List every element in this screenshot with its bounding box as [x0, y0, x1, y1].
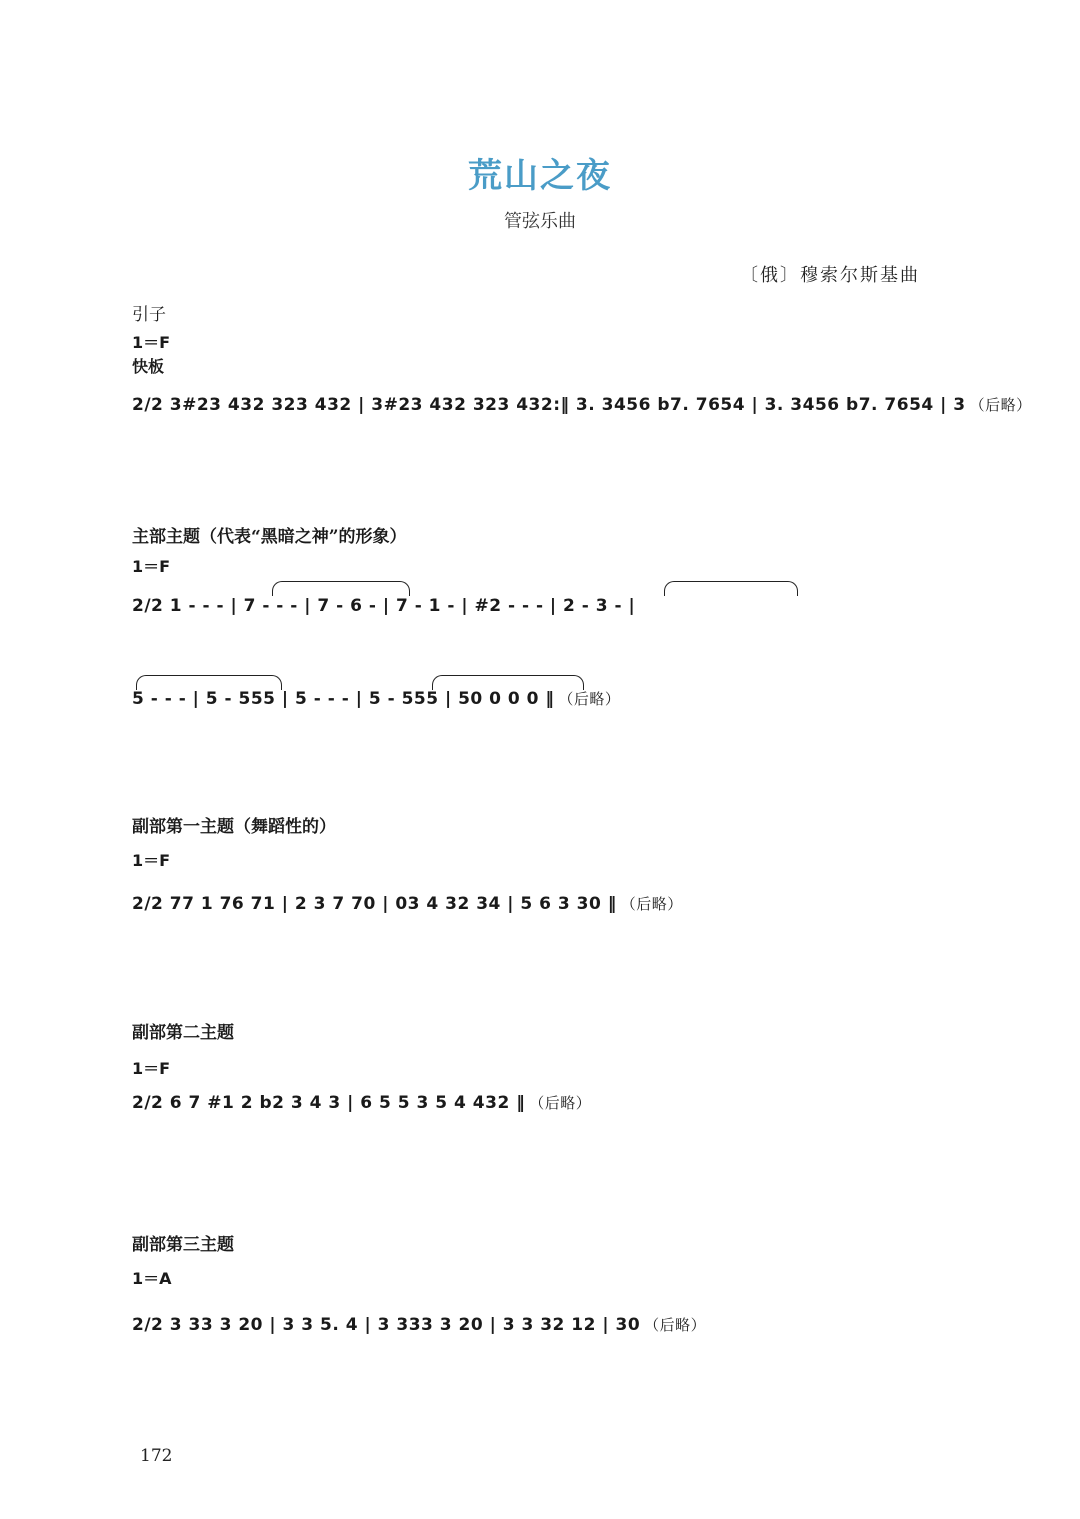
composer-credit: 〔俄〕穆索尔斯基曲 — [740, 265, 920, 286]
slur-mark — [664, 581, 798, 596]
omitted-note: （后略） — [620, 895, 683, 913]
key-signature-main-theme: 1＝F — [132, 557, 171, 576]
slur-mark — [272, 581, 410, 596]
key-signature-subtheme-3: 1＝A — [132, 1269, 172, 1288]
omitted-note: （后略） — [969, 396, 1032, 414]
notation-line-main-theme-2 — [132, 688, 932, 709]
song-subtitle: 管弦乐曲 — [504, 211, 576, 232]
notation-text: 2/2 1 - - - | 7 - - - | 7 - 6 - | 7 - 1 - | #2 - - - | 2 - 3 - | — [132, 596, 636, 616]
notation-text: 2/2 3#23 432 323 432 | 3#23 432 323 432:‖ 3. 3456 b7. 7654 | 3. 3456 b7. 7654 | 3 — [132, 395, 966, 415]
notation-line-subtheme-1 — [132, 893, 932, 914]
notation-text: 2/2 6 7 #1 2 b2 3 4 3 | 6 5 5 3 5 4 432 ‖ — [132, 1093, 526, 1113]
key-signature-subtheme-1: 1＝F — [132, 851, 171, 870]
notation-text: 2/2 3 33 3 20 | 3 3 5. 4 | 3 333 3 20 | 3 3 32 12 | 30 — [132, 1315, 641, 1335]
section-label-subtheme-1: 副部第一主题（舞蹈性的） — [132, 817, 336, 837]
notation-line-intro — [132, 394, 1032, 415]
notation-text: 2/2 77 1 76 71 | 2 3 7 70 | 03 4 32 34 | 5 6 3 30 ‖ — [132, 894, 617, 914]
tempo-marking-intro: 快板 — [132, 357, 165, 376]
notation-text: 5 - - - | 5 - 555 | 5 - - - | 5 - 555 | 50 0 0 0 ‖ — [132, 689, 555, 709]
omitted-note: （后略） — [558, 690, 621, 708]
section-label-intro: 引子 — [132, 305, 166, 325]
omitted-note: （后略） — [644, 1316, 707, 1334]
key-signature-subtheme-2: 1＝F — [132, 1059, 171, 1078]
song-title: 荒山之夜 — [468, 156, 612, 196]
section-label-subtheme-2: 副部第二主题 — [132, 1023, 234, 1043]
notation-line-main-theme-1 — [132, 596, 932, 616]
section-label-main-theme: 主部主题（代表“黑暗之神”的形象） — [132, 527, 407, 547]
page-number: 172 — [140, 1446, 173, 1466]
omitted-note: （后略） — [529, 1094, 592, 1112]
notation-line-subtheme-2 — [132, 1092, 932, 1113]
key-signature-intro: 1＝F — [132, 333, 171, 352]
notation-line-subtheme-3 — [132, 1314, 932, 1335]
section-label-subtheme-3: 副部第三主题 — [132, 1235, 234, 1255]
